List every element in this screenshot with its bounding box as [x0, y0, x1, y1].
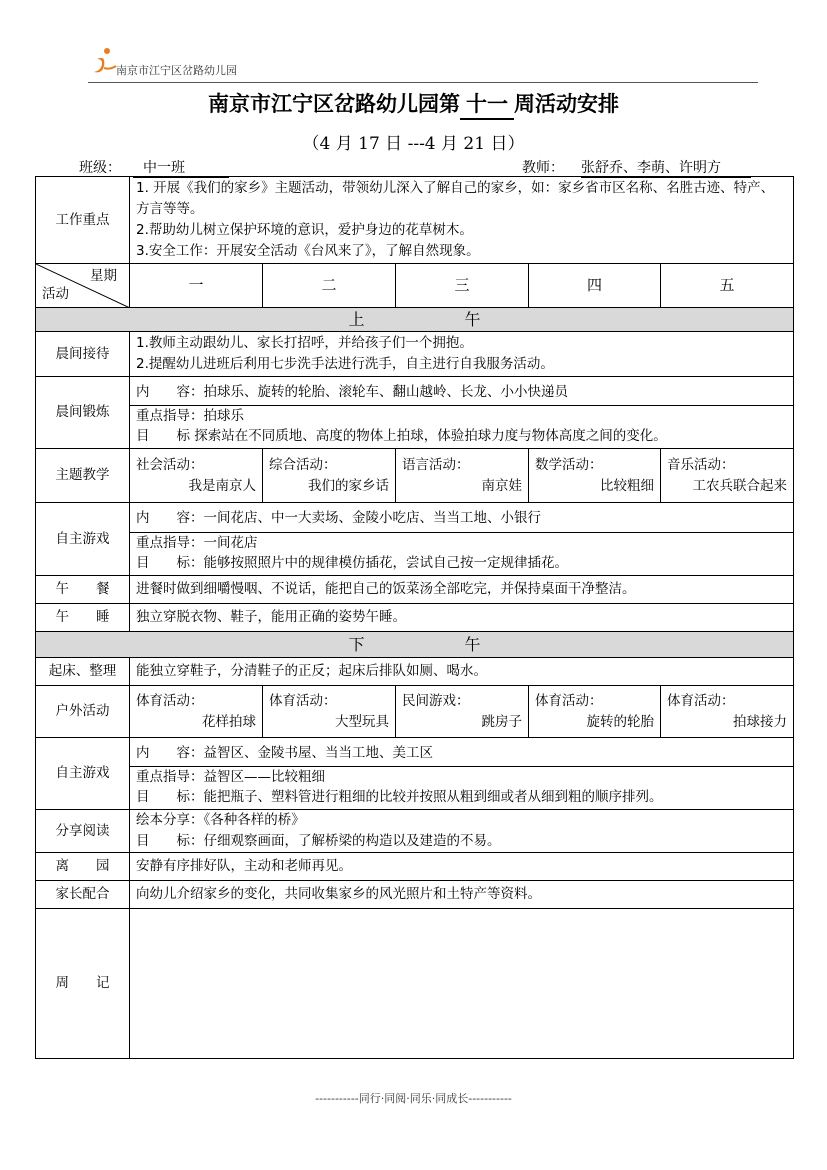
title-week-number: 十一 [460, 88, 514, 120]
weekly-schedule-table [35, 176, 794, 1059]
page-header [88, 44, 758, 84]
family-content: 向幼儿介绍家乡的变化，共同收集家乡的风光照片和土特产等资料。 [130, 881, 794, 909]
journal-row [36, 909, 794, 1059]
kindergarten-logo-icon [90, 46, 118, 76]
weekday-corner-cell [36, 264, 130, 308]
title-prefix: 南京市江宁区岔路幼儿园第 [208, 91, 460, 116]
theme-activity-thu: 数学活动： 比较粗细 [529, 449, 661, 503]
journal-content [130, 909, 794, 1059]
afternoon-section-header: 下 午 [36, 632, 794, 658]
work-focus-label: 工作重点 [36, 177, 130, 264]
nap-content: 独立穿脱衣物、鞋子，能用正确的姿势午睡。 [130, 604, 794, 632]
greeting-content: 1.教师主动跟幼儿、家长打招呼，并给孩子们一个拥抱。 2.提醒幼儿进班后利用七步洗手法进行洗手，自主进行自我服务活动。 [130, 332, 794, 377]
title-suffix: 周活动安排 [514, 91, 619, 116]
theme-label: 主题教学 [36, 449, 130, 503]
exercise-label: 晨间锻炼 [36, 377, 130, 449]
work-focus-line: 1. 开展《我们的家乡》主题活动，带领幼儿深入了解自己的家乡，如：家乡省市区名称、名胜古迹、特产、方言等等。 [136, 180, 775, 217]
teacher-label: 教师： [522, 160, 564, 176]
free-play-label: 自主游戏 [36, 503, 130, 576]
wakeup-row [36, 658, 794, 686]
work-focus-row [36, 177, 794, 264]
greeting-label: 晨间接待 [36, 332, 130, 377]
family-label: 家长配合 [36, 881, 130, 909]
pm-free-play-label: 自主游戏 [36, 738, 130, 810]
reading-content: 绘本分享：《各种各样的桥》 目 标：仔细观察画面，了解桥梁的构造以及建造的不易。 [130, 810, 794, 853]
weekday-wednesday: 三 [396, 264, 529, 308]
theme-activity-mon: 社会活动： 我是南京人 [130, 449, 263, 503]
wakeup-label: 起床、整理 [36, 658, 130, 686]
exercise-content: 内 容：拍球乐、旋转的轮胎、滚轮车、翻山越岭、长龙、小小快递员 重点指导：拍球乐 目 标 探索站在不同质地、高度的物体上拍球，体验拍球力度与物体高度之间的变化。 [130, 377, 794, 449]
outdoor-label: 户外活动 [36, 686, 130, 738]
weekday-tuesday: 二 [263, 264, 396, 308]
morning-exercise-row [36, 377, 794, 449]
afternoon-section-row [36, 632, 794, 658]
leave-row [36, 853, 794, 881]
pm-free-play-content: 内 容：益智区、金陵书屋、当当工地、美工区 重点指导：益智区——比较粗细 目 标：能把瓶子、塑料管进行粗细的比较并按照从粗到细或者从细到粗的顺序排列。 [130, 738, 794, 810]
nap-row [36, 604, 794, 632]
outdoor-activity-mon: 体育活动： 花样拍球 [130, 686, 263, 738]
outdoor-activity-thu: 体育活动： 旋转的轮胎 [529, 686, 661, 738]
header-divider [88, 82, 758, 83]
teacher-names: 张舒乔、李萌、许明方 [581, 157, 751, 178]
theme-teaching-row [36, 449, 794, 503]
page-title [0, 88, 827, 120]
wakeup-content: 能独立穿鞋子，分清鞋子的正反；起床后排队如厕、喝水。 [130, 658, 794, 686]
outdoor-activity-wed: 民间游戏： 跳房子 [396, 686, 529, 738]
morning-free-play-row [36, 503, 794, 576]
journal-label: 周 记 [36, 909, 130, 1059]
outdoor-activity-fri: 体育活动： 拍球接力 [661, 686, 794, 738]
weekday-friday: 五 [661, 264, 794, 308]
free-play-content: 内 容：一间花店、中一大卖场、金陵小吃店、当当工地、小银行 重点指导：一间花店 目 标：能够按照照片中的规律模仿插花，尝试自己按一定规律插花。 [130, 503, 794, 576]
morning-section-row [36, 308, 794, 332]
theme-activity-wed: 语言活动： 南京娃 [396, 449, 529, 503]
class-label: 班级： [79, 160, 121, 176]
weekday-thursday: 四 [529, 264, 661, 308]
leave-label: 离 园 [36, 853, 130, 881]
leave-content: 安静有序排好队，主动和老师再见。 [130, 853, 794, 881]
class-name: 中一班 [133, 157, 229, 178]
family-row [36, 881, 794, 909]
class-info-line [35, 157, 793, 175]
morning-greeting-row [36, 332, 794, 377]
header-org-name: 南京市江宁区岔路幼儿园 [116, 64, 237, 77]
page-footer: -----------同行·同阅·同乐·同成长----------- [315, 1092, 512, 1105]
weekday-monday: 一 [130, 264, 263, 308]
work-focus-content [130, 177, 794, 264]
nap-label: 午 睡 [36, 604, 130, 632]
corner-activity-label: 活动 [42, 286, 69, 302]
lunch-content: 进餐时做到细嚼慢咽、不说话，能把自己的饭菜汤全部吃完，并保持桌面干净整洁。 [130, 576, 794, 604]
theme-activity-fri: 音乐活动： 工农兵联合起来 [661, 449, 794, 503]
lunch-label: 午 餐 [36, 576, 130, 604]
morning-section-header: 上 午 [36, 308, 794, 332]
reading-row [36, 810, 794, 853]
work-focus-line: 3.安全工作：开展安全活动《台风来了》，了解自然现象。 [136, 243, 480, 259]
theme-activity-tue: 综合活动： 我们的家乡话 [263, 449, 396, 503]
corner-weekday-label: 星期 [90, 268, 117, 284]
lunch-row [36, 576, 794, 604]
date-range: （4 月 17 日 ---4 月 21 日） [302, 134, 525, 154]
outdoor-activity-tue: 体育活动： 大型玩具 [263, 686, 396, 738]
reading-label: 分享阅读 [36, 810, 130, 853]
afternoon-free-play-row [36, 738, 794, 810]
outdoor-activity-row [36, 686, 794, 738]
weekday-header-row [36, 264, 794, 308]
work-focus-line: 2.帮助幼儿树立保护环境的意识，爱护身边的花草树木。 [136, 222, 473, 238]
